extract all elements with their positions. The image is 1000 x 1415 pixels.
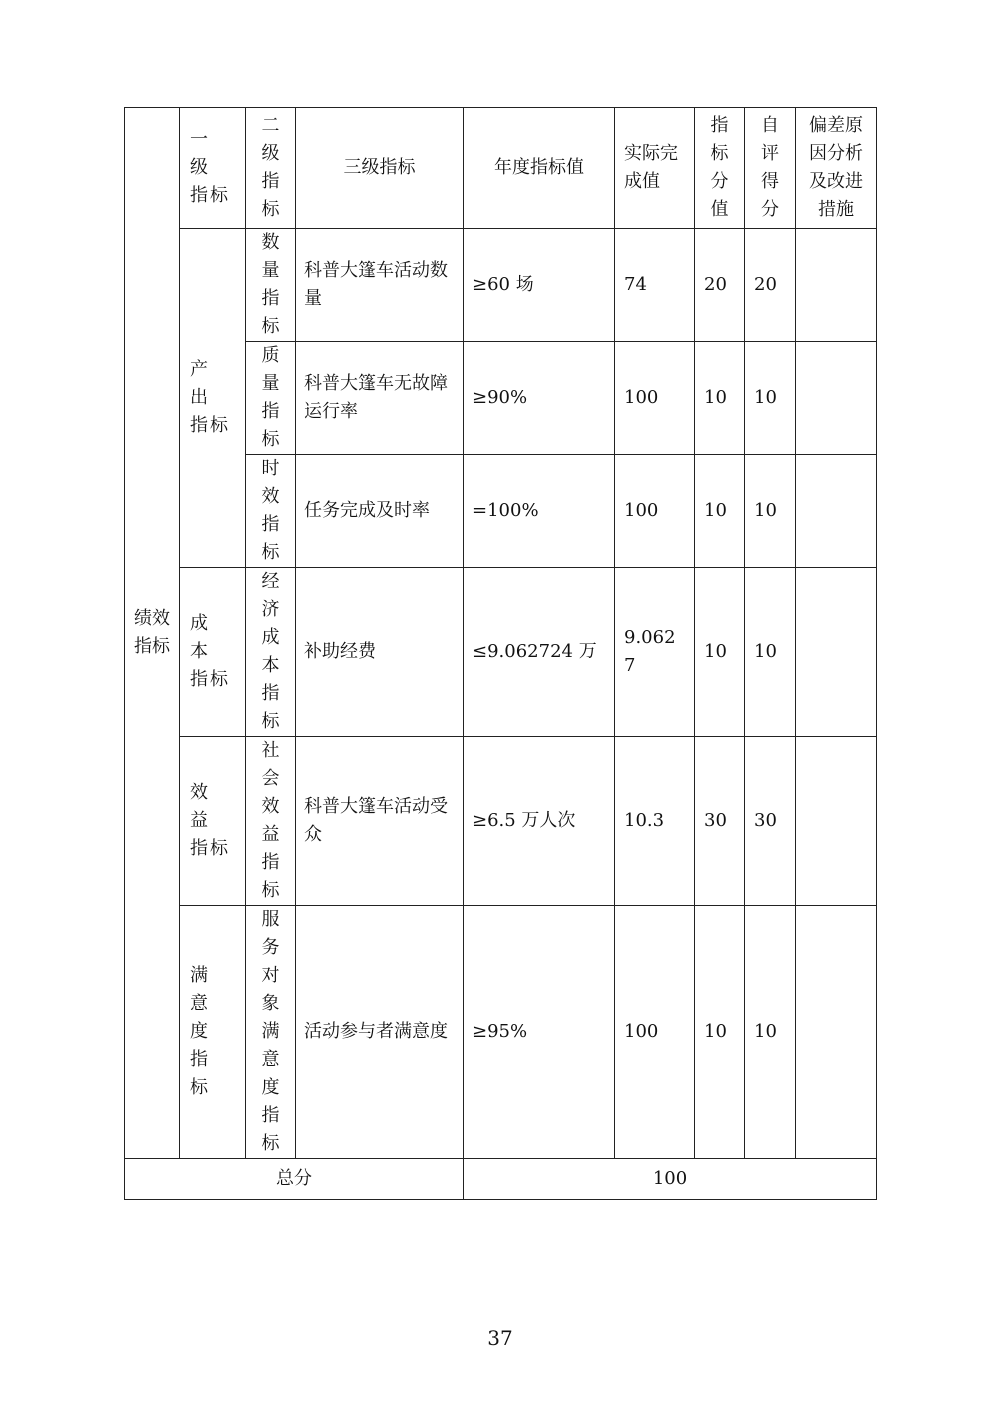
actual-cell: 100 [615, 342, 695, 455]
level3-cell: 活动参与者满意度 [296, 906, 464, 1159]
target-cell: =100% [464, 455, 615, 568]
header-level1: 一 级 指标 [180, 108, 246, 229]
level3-cell: 科普大篷车活动受众 [296, 737, 464, 906]
score-cell: 10 [745, 906, 796, 1159]
category-cell [125, 108, 180, 1159]
table-row [125, 906, 877, 1159]
actual-cell: 9.0627 [615, 568, 695, 737]
header-row [125, 108, 877, 229]
table-row [125, 568, 877, 737]
total-value: 100 [464, 1159, 877, 1200]
header-weight: 指标分值 [695, 108, 745, 229]
total-row [125, 1159, 877, 1200]
target-cell: ≥6.5 万人次 [464, 737, 615, 906]
header-self-score: 自评得分 [745, 108, 796, 229]
table-row [125, 737, 877, 906]
target-cell: ≤9.062724 万 [464, 568, 615, 737]
level2-cell: 质量指标 [246, 342, 296, 455]
category-label: 绩效指标 [134, 608, 170, 657]
header-level2: 二级指标 [246, 108, 296, 229]
target-cell: ≥90% [464, 342, 615, 455]
deviation-cell [796, 568, 877, 737]
level2-cell: 数量指标 [246, 229, 296, 342]
header-actual: 实际完成值 [615, 108, 695, 229]
score-cell: 10 [745, 568, 796, 737]
target-cell: ≥60 场 [464, 229, 615, 342]
deviation-cell [796, 906, 877, 1159]
level3-cell: 科普大篷车无故障运行率 [296, 342, 464, 455]
weight-cell: 10 [695, 568, 745, 737]
actual-cell: 100 [615, 455, 695, 568]
actual-cell: 74 [615, 229, 695, 342]
level1-satisfaction: 满 意 度 指 标 [180, 906, 246, 1159]
total-label: 总分 [125, 1159, 464, 1200]
weight-cell: 20 [695, 229, 745, 342]
level1-benefit: 效 益 指标 [180, 737, 246, 906]
target-cell: ≥95% [464, 906, 615, 1159]
score-cell: 10 [745, 455, 796, 568]
level3-cell: 补助经费 [296, 568, 464, 737]
deviation-cell [796, 455, 877, 568]
header-deviation: 偏差原因分析及改进措施 [796, 108, 877, 229]
actual-cell: 10.3 [615, 737, 695, 906]
table-row [125, 229, 877, 342]
score-cell: 30 [745, 737, 796, 906]
level2-cell: 时效指标 [246, 455, 296, 568]
level1-output: 产 出 指标 [180, 229, 246, 568]
score-cell: 20 [745, 229, 796, 342]
deviation-cell [796, 342, 877, 455]
level2-cell: 服务对象满意度指标 [246, 906, 296, 1159]
performance-table [124, 107, 877, 1200]
weight-cell: 10 [695, 906, 745, 1159]
score-cell: 10 [745, 342, 796, 455]
page-number: 37 [487, 1326, 513, 1350]
weight-cell: 10 [695, 342, 745, 455]
weight-cell: 30 [695, 737, 745, 906]
level2-cell: 社会效益指标 [246, 737, 296, 906]
actual-cell: 100 [615, 906, 695, 1159]
deviation-cell [796, 737, 877, 906]
level1-cost: 成 本 指标 [180, 568, 246, 737]
header-annual-target: 年度指标值 [464, 108, 615, 229]
weight-cell: 10 [695, 455, 745, 568]
header-level3: 三级指标 [296, 108, 464, 229]
deviation-cell [796, 229, 877, 342]
level3-cell: 科普大篷车活动数量 [296, 229, 464, 342]
level2-cell: 经济成本指标 [246, 568, 296, 737]
level3-cell: 任务完成及时率 [296, 455, 464, 568]
